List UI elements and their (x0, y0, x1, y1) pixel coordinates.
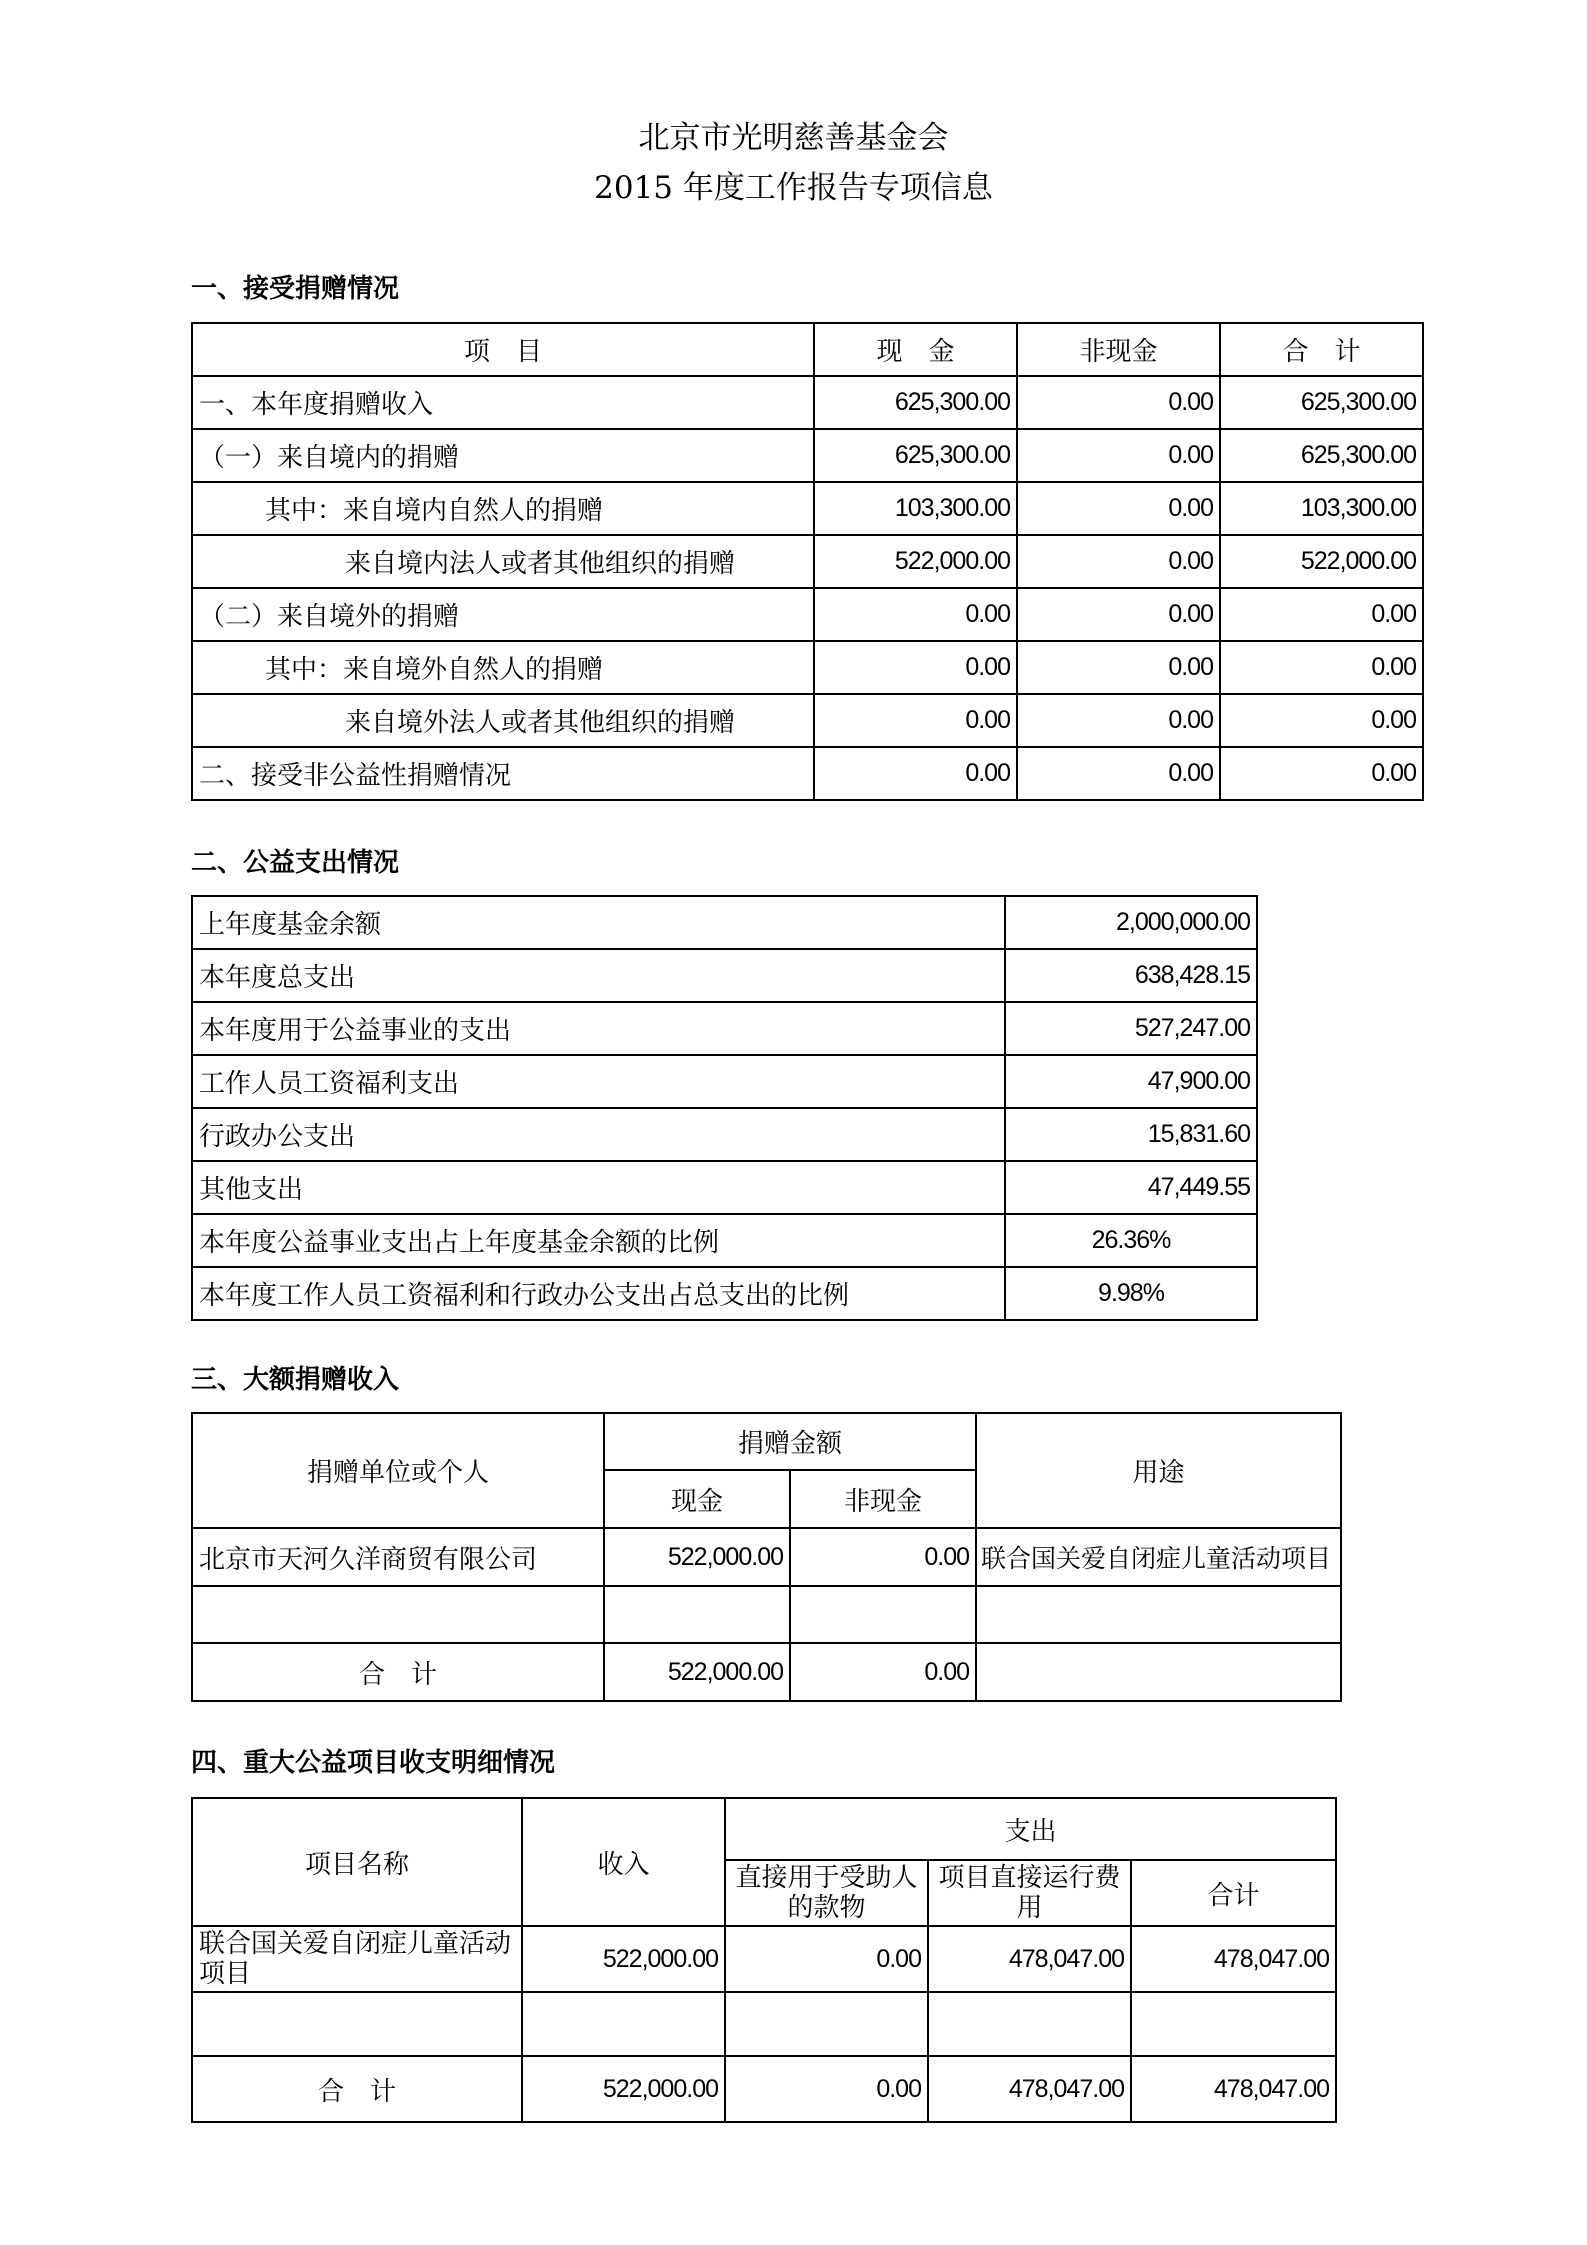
direct-aid-value (725, 1992, 928, 2056)
row-value: 15,831.60 (1005, 1108, 1257, 1161)
header-amount: 捐赠金额 (604, 1413, 976, 1470)
table-row (192, 1161, 1257, 1214)
header-project-name: 项目名称 (192, 1798, 522, 1926)
header-noncash: 非现金 (1017, 323, 1220, 376)
table-header-row (192, 1798, 1336, 1860)
cash-value (604, 1586, 790, 1643)
row-value: 26.36% (1005, 1214, 1257, 1267)
cash-value: 0.00 (814, 694, 1017, 747)
running-cost-value: 478,047.00 (928, 1926, 1131, 1992)
row-value: 47,449.55 (1005, 1161, 1257, 1214)
noncash-value: 0.00 (1017, 694, 1220, 747)
noncash-value: 0.00 (1017, 535, 1220, 588)
total-noncash: 0.00 (790, 1643, 976, 1701)
large-donations-table (191, 1412, 1342, 1702)
table-row (192, 588, 1423, 641)
section-heading-donations: 一、接受捐赠情况 (191, 274, 400, 304)
expenditure-table (191, 895, 1258, 1321)
header-total: 合 计 (1220, 323, 1423, 376)
header-running-cost: 项目直接运行费用 (928, 1860, 1131, 1926)
row-label: 其中：来自境外自然人的捐赠 (192, 641, 814, 694)
noncash-value (790, 1586, 976, 1643)
header-item: 项 目 (192, 323, 814, 376)
projects-table (191, 1797, 1337, 2123)
donor-name: 北京市天河久洋商贸有限公司 (192, 1528, 604, 1586)
row-label: （一）来自境内的捐赠 (192, 429, 814, 482)
table-row (192, 641, 1423, 694)
row-label: 来自境内法人或者其他组织的捐赠 (192, 535, 814, 588)
header-income: 收入 (522, 1798, 725, 1926)
total-value: 0.00 (1220, 641, 1423, 694)
total-subtotal: 478,047.00 (1131, 2056, 1336, 2122)
total-income: 522,000.00 (522, 2056, 725, 2122)
income-value (522, 1992, 725, 2056)
org-name: 北京市光明慈善基金会 (638, 120, 949, 156)
table-row (192, 1586, 1341, 1643)
row-label: （二）来自境外的捐赠 (192, 588, 814, 641)
row-value: 527,247.00 (1005, 1002, 1257, 1055)
header-noncash: 非现金 (790, 1470, 976, 1528)
noncash-value: 0.00 (1017, 482, 1220, 535)
table-row (192, 1992, 1336, 2056)
table-row (192, 482, 1423, 535)
table-row (192, 1108, 1257, 1161)
table-row (192, 747, 1423, 800)
table-header-row (192, 1413, 1341, 1470)
header-direct-aid: 直接用于受助人的款物 (725, 1860, 928, 1926)
header-cash: 现金 (604, 1470, 790, 1528)
total-value: 0.00 (1220, 747, 1423, 800)
section-heading-large-donations: 三、大额捐赠收入 (191, 1365, 400, 1395)
header-cash: 现 金 (814, 323, 1017, 376)
cash-value: 0.00 (814, 641, 1017, 694)
section-heading-expenditure: 二、公益支出情况 (191, 848, 400, 878)
total-value: 625,300.00 (1220, 376, 1423, 429)
row-value: 638,428.15 (1005, 949, 1257, 1002)
subtotal-value: 478,047.00 (1131, 1926, 1336, 1992)
total-purpose (976, 1643, 1341, 1701)
row-label: 行政办公支出 (192, 1108, 1005, 1161)
table-row (192, 1055, 1257, 1108)
row-label: 本年度工作人员工资福利和行政办公支出占总支出的比例 (192, 1267, 1005, 1320)
total-running-cost: 478,047.00 (928, 2056, 1131, 2122)
row-label: 一、本年度捐赠收入 (192, 376, 814, 429)
table-row (192, 1267, 1257, 1320)
table-total-row (192, 2056, 1336, 2122)
purpose (976, 1586, 1341, 1643)
noncash-value: 0.00 (790, 1528, 976, 1586)
total-value: 0.00 (1220, 694, 1423, 747)
table-row (192, 1926, 1336, 1992)
donations-table (191, 322, 1424, 801)
row-label: 本年度用于公益事业的支出 (192, 1002, 1005, 1055)
total-cash: 522,000.00 (604, 1643, 790, 1701)
noncash-value: 0.00 (1017, 588, 1220, 641)
report-title: 2015 年度工作报告专项信息 (594, 170, 993, 206)
row-label: 其他支出 (192, 1161, 1005, 1214)
cash-value: 522,000.00 (814, 535, 1017, 588)
header-expense: 支出 (725, 1798, 1336, 1860)
cash-value: 522,000.00 (604, 1528, 790, 1586)
total-label: 合 计 (192, 1643, 604, 1701)
noncash-value: 0.00 (1017, 747, 1220, 800)
noncash-value: 0.00 (1017, 641, 1220, 694)
total-value: 522,000.00 (1220, 535, 1423, 588)
noncash-value: 0.00 (1017, 429, 1220, 482)
row-value: 47,900.00 (1005, 1055, 1257, 1108)
header-subtotal: 合计 (1131, 1860, 1336, 1926)
cash-value: 103,300.00 (814, 482, 1017, 535)
project-name (192, 1992, 522, 2056)
cash-value: 625,300.00 (814, 429, 1017, 482)
donor-name (192, 1586, 604, 1643)
row-value: 9.98% (1005, 1267, 1257, 1320)
noncash-value: 0.00 (1017, 376, 1220, 429)
total-value: 0.00 (1220, 588, 1423, 641)
table-row (192, 429, 1423, 482)
table-row (192, 535, 1423, 588)
row-label: 工作人员工资福利支出 (192, 1055, 1005, 1108)
purpose: 联合国关爱自闭症儿童活动项目 (976, 1528, 1341, 1586)
header-purpose: 用途 (976, 1413, 1341, 1528)
row-label: 其中：来自境内自然人的捐赠 (192, 482, 814, 535)
row-label: 本年度公益事业支出占上年度基金余额的比例 (192, 1214, 1005, 1267)
table-row (192, 1528, 1341, 1586)
project-name: 联合国关爱自闭症儿童活动项目 (192, 1926, 522, 1992)
table-row (192, 1002, 1257, 1055)
table-row (192, 949, 1257, 1002)
total-value: 625,300.00 (1220, 429, 1423, 482)
row-value: 2,000,000.00 (1005, 896, 1257, 949)
total-direct-aid: 0.00 (725, 2056, 928, 2122)
cash-value: 0.00 (814, 747, 1017, 800)
cash-value: 0.00 (814, 588, 1017, 641)
table-row (192, 694, 1423, 747)
header-donor: 捐赠单位或个人 (192, 1413, 604, 1528)
table-header-row (192, 323, 1423, 376)
subtotal-value (1131, 1992, 1336, 2056)
section-heading-projects: 四、重大公益项目收支明细情况 (191, 1748, 556, 1778)
running-cost-value (928, 1992, 1131, 2056)
total-label: 合 计 (192, 2056, 522, 2122)
row-label: 本年度总支出 (192, 949, 1005, 1002)
row-label: 来自境外法人或者其他组织的捐赠 (192, 694, 814, 747)
income-value: 522,000.00 (522, 1926, 725, 1992)
table-row (192, 376, 1423, 429)
table-row (192, 1214, 1257, 1267)
table-row (192, 896, 1257, 949)
direct-aid-value: 0.00 (725, 1926, 928, 1992)
table-total-row (192, 1643, 1341, 1701)
row-label: 上年度基金余额 (192, 896, 1005, 949)
row-label: 二、接受非公益性捐赠情况 (192, 747, 814, 800)
cash-value: 625,300.00 (814, 376, 1017, 429)
total-value: 103,300.00 (1220, 482, 1423, 535)
